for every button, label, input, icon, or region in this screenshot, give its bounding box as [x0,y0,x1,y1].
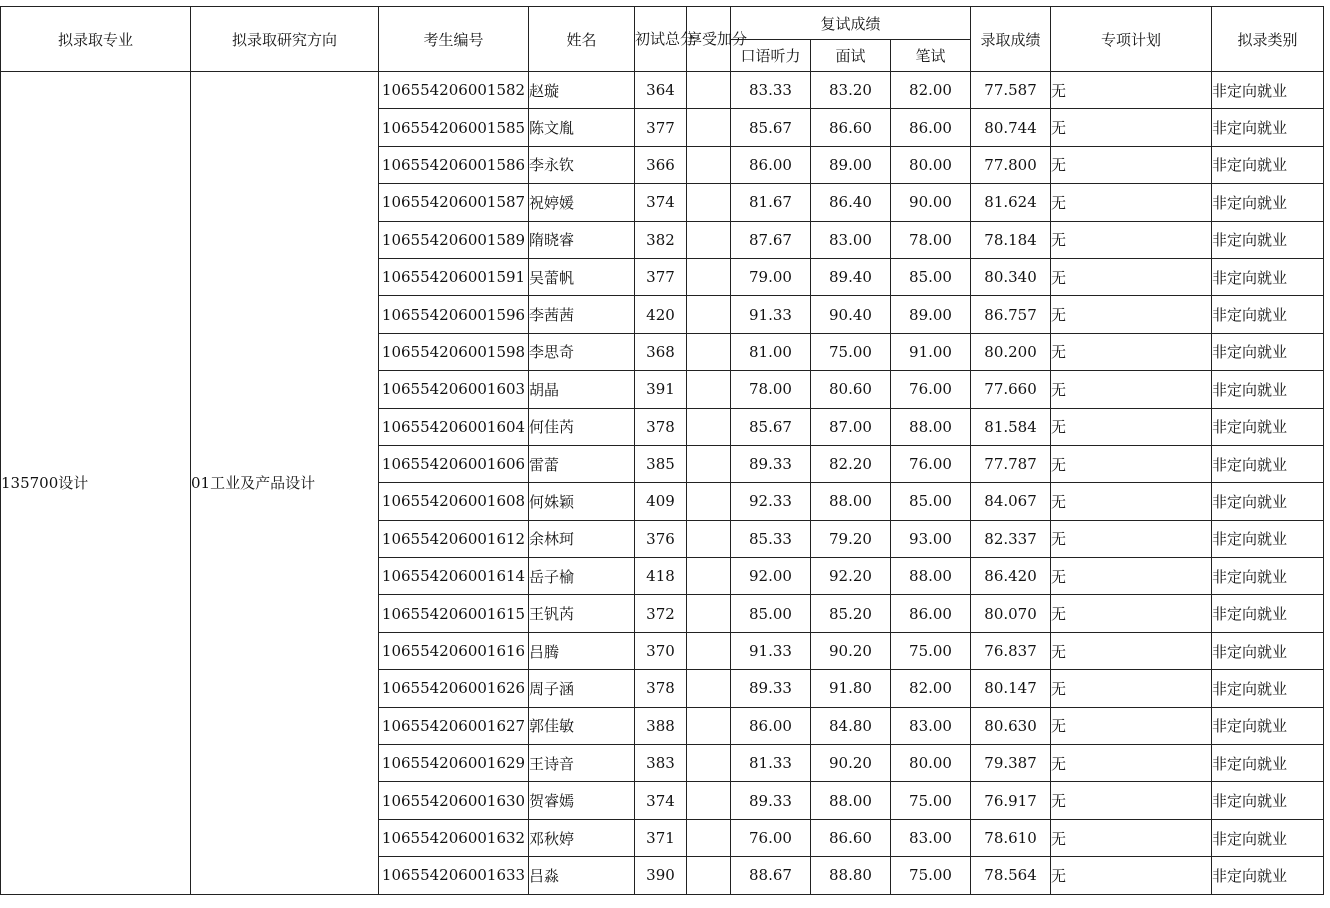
cell-category: 非定向就业 [1212,632,1324,669]
cell-exam-id: 106554206001598 [379,333,529,370]
cell-oral: 79.00 [731,258,811,295]
header-prelim-total: 初试总分 [635,7,687,72]
cell-final-score: 78.564 [971,857,1051,894]
cell-written: 75.00 [891,632,971,669]
admission-table [0,6,1324,895]
cell-bonus [687,782,731,819]
cell-exam-id: 106554206001586 [379,146,529,183]
cell-name: 李茜茜 [529,296,635,333]
cell-final-score: 86.757 [971,296,1051,333]
cell-interview: 90.20 [811,745,891,782]
cell-exam-id: 106554206001587 [379,184,529,221]
header-category: 拟录类别 [1212,7,1324,72]
cell-exam-id: 106554206001591 [379,258,529,295]
cell-category: 非定向就业 [1212,819,1324,856]
cell-final-score: 84.067 [971,483,1051,520]
cell-name: 雷蕾 [529,445,635,482]
cell-category: 非定向就业 [1212,745,1324,782]
header-interview: 面试 [811,40,891,72]
cell-name: 吕淼 [529,857,635,894]
cell-name: 周子涵 [529,670,635,707]
cell-final-score: 77.787 [971,445,1051,482]
cell-written: 75.00 [891,782,971,819]
cell-special-plan: 无 [1051,109,1212,146]
cell-exam-id: 106554206001616 [379,632,529,669]
cell-special-plan: 无 [1051,408,1212,445]
cell-prelim-total: 385 [635,445,687,482]
cell-bonus [687,72,731,109]
cell-final-score: 79.387 [971,745,1051,782]
cell-bonus [687,184,731,221]
cell-written: 76.00 [891,371,971,408]
cell-special-plan: 无 [1051,670,1212,707]
cell-interview: 87.00 [811,408,891,445]
cell-oral: 81.67 [731,184,811,221]
cell-exam-id: 106554206001608 [379,483,529,520]
header-bonus: 享受加分 [687,7,731,72]
cell-prelim-total: 391 [635,371,687,408]
cell-interview: 86.60 [811,109,891,146]
cell-written: 83.00 [891,707,971,744]
cell-bonus [687,408,731,445]
cell-interview: 83.00 [811,221,891,258]
cell-category: 非定向就业 [1212,221,1324,258]
header-name: 姓名 [529,7,635,72]
cell-oral: 88.67 [731,857,811,894]
cell-oral: 76.00 [731,819,811,856]
cell-exam-id: 106554206001615 [379,595,529,632]
cell-final-score: 80.340 [971,258,1051,295]
cell-prelim-total: 377 [635,109,687,146]
cell-special-plan: 无 [1051,333,1212,370]
cell-name: 胡晶 [529,371,635,408]
cell-bonus [687,595,731,632]
cell-name: 陈文胤 [529,109,635,146]
cell-oral: 91.33 [731,296,811,333]
cell-category: 非定向就业 [1212,184,1324,221]
cell-oral: 87.67 [731,221,811,258]
cell-special-plan: 无 [1051,371,1212,408]
cell-final-score: 78.184 [971,221,1051,258]
cell-exam-id: 106554206001614 [379,558,529,595]
cell-bonus [687,670,731,707]
cell-name: 吴蕾帆 [529,258,635,295]
cell-final-score: 80.147 [971,670,1051,707]
cell-oral: 89.33 [731,445,811,482]
cell-final-score: 81.624 [971,184,1051,221]
cell-oral: 78.00 [731,371,811,408]
cell-interview: 92.20 [811,558,891,595]
cell-special-plan: 无 [1051,258,1212,295]
cell-oral: 81.33 [731,745,811,782]
cell-final-score: 76.917 [971,782,1051,819]
cell-final-score: 77.800 [971,146,1051,183]
cell-written: 76.00 [891,445,971,482]
header-major: 拟录取专业 [1,7,191,72]
cell-special-plan: 无 [1051,632,1212,669]
cell-oral: 89.33 [731,670,811,707]
header-final-score: 录取成绩 [971,7,1051,72]
cell-special-plan: 无 [1051,558,1212,595]
cell-interview: 80.60 [811,371,891,408]
cell-category: 非定向就业 [1212,670,1324,707]
cell-oral: 81.00 [731,333,811,370]
cell-bonus [687,258,731,295]
cell-prelim-total: 383 [635,745,687,782]
cell-prelim-total: 378 [635,670,687,707]
cell-special-plan: 无 [1051,483,1212,520]
cell-interview: 91.80 [811,670,891,707]
cell-written: 86.00 [891,595,971,632]
cell-bonus [687,520,731,557]
cell-bonus [687,483,731,520]
cell-interview: 89.40 [811,258,891,295]
cell-prelim-total: 368 [635,333,687,370]
cell-final-score: 80.744 [971,109,1051,146]
cell-special-plan: 无 [1051,221,1212,258]
cell-prelim-total: 374 [635,782,687,819]
cell-prelim-total: 418 [635,558,687,595]
cell-prelim-total: 390 [635,857,687,894]
cell-prelim-total: 382 [635,221,687,258]
cell-special-plan: 无 [1051,782,1212,819]
cell-prelim-total: 370 [635,632,687,669]
cell-name: 李永钦 [529,146,635,183]
cell-name: 贺睿嫣 [529,782,635,819]
cell-name: 赵璇 [529,72,635,109]
cell-oral: 85.67 [731,109,811,146]
cell-exam-id: 106554206001629 [379,745,529,782]
cell-prelim-total: 374 [635,184,687,221]
cell-final-score: 80.200 [971,333,1051,370]
cell-category: 非定向就业 [1212,707,1324,744]
table-body [1,72,1324,895]
cell-interview: 90.20 [811,632,891,669]
cell-special-plan: 无 [1051,445,1212,482]
cell-prelim-total: 409 [635,483,687,520]
cell-bonus [687,333,731,370]
cell-category: 非定向就业 [1212,333,1324,370]
cell-exam-id: 106554206001596 [379,296,529,333]
cell-name: 邓秋婷 [529,819,635,856]
header-direction: 拟录取研究方向 [191,7,379,72]
cell-final-score: 77.660 [971,371,1051,408]
cell-name: 祝婷媛 [529,184,635,221]
cell-category: 非定向就业 [1212,445,1324,482]
cell-oral: 83.33 [731,72,811,109]
cell-prelim-total: 377 [635,258,687,295]
cell-special-plan: 无 [1051,707,1212,744]
header-oral: 口语听力 [731,40,811,72]
cell-category: 非定向就业 [1212,296,1324,333]
cell-name: 余林珂 [529,520,635,557]
cell-oral: 85.00 [731,595,811,632]
cell-oral: 85.67 [731,408,811,445]
cell-exam-id: 106554206001589 [379,221,529,258]
cell-interview: 89.00 [811,146,891,183]
cell-written: 82.00 [891,72,971,109]
cell-written: 93.00 [891,520,971,557]
cell-oral: 86.00 [731,707,811,744]
cell-prelim-total: 388 [635,707,687,744]
cell-written: 89.00 [891,296,971,333]
table-row [1,72,1324,109]
cell-exam-id: 106554206001630 [379,782,529,819]
cell-written: 88.00 [891,408,971,445]
cell-interview: 79.20 [811,520,891,557]
cell-name: 隋晓睿 [529,221,635,258]
cell-prelim-total: 366 [635,146,687,183]
cell-interview: 85.20 [811,595,891,632]
cell-exam-id: 106554206001632 [379,819,529,856]
cell-oral: 92.33 [731,483,811,520]
cell-interview: 88.00 [811,782,891,819]
cell-interview: 84.80 [811,707,891,744]
cell-final-score: 78.610 [971,819,1051,856]
cell-final-score: 81.584 [971,408,1051,445]
cell-final-score: 86.420 [971,558,1051,595]
cell-oral: 85.33 [731,520,811,557]
cell-special-plan: 无 [1051,857,1212,894]
cell-oral: 91.33 [731,632,811,669]
cell-special-plan: 无 [1051,745,1212,782]
cell-oral: 89.33 [731,782,811,819]
cell-name: 何姝颖 [529,483,635,520]
cell-interview: 75.00 [811,333,891,370]
cell-final-score: 80.070 [971,595,1051,632]
cell-prelim-total: 378 [635,408,687,445]
cell-category: 非定向就业 [1212,483,1324,520]
cell-prelim-total: 371 [635,819,687,856]
cell-exam-id: 106554206001585 [379,109,529,146]
header-special-plan: 专项计划 [1051,7,1212,72]
header-exam-id: 考生编号 [379,7,529,72]
cell-written: 86.00 [891,109,971,146]
cell-final-score: 76.837 [971,632,1051,669]
cell-written: 80.00 [891,745,971,782]
cell-final-score: 77.587 [971,72,1051,109]
cell-exam-id: 106554206001612 [379,520,529,557]
cell-major: 135700设计 [1,72,191,895]
cell-oral: 92.00 [731,558,811,595]
cell-name: 何佳芮 [529,408,635,445]
cell-category: 非定向就业 [1212,371,1324,408]
cell-interview: 88.80 [811,857,891,894]
cell-bonus [687,146,731,183]
cell-special-plan: 无 [1051,296,1212,333]
cell-interview: 83.20 [811,72,891,109]
table-header [1,7,1324,72]
cell-final-score: 82.337 [971,520,1051,557]
cell-special-plan: 无 [1051,819,1212,856]
cell-interview: 88.00 [811,483,891,520]
cell-written: 88.00 [891,558,971,595]
cell-direction: 01工业及产品设计 [191,72,379,895]
cell-exam-id: 106554206001582 [379,72,529,109]
cell-prelim-total: 420 [635,296,687,333]
cell-category: 非定向就业 [1212,558,1324,595]
cell-exam-id: 106554206001604 [379,408,529,445]
header-written: 笔试 [891,40,971,72]
cell-special-plan: 无 [1051,72,1212,109]
cell-bonus [687,109,731,146]
cell-category: 非定向就业 [1212,595,1324,632]
cell-name: 王诗音 [529,745,635,782]
cell-written: 82.00 [891,670,971,707]
cell-prelim-total: 372 [635,595,687,632]
header-retest: 复试成绩 [731,7,971,40]
cell-special-plan: 无 [1051,184,1212,221]
cell-special-plan: 无 [1051,595,1212,632]
cell-written: 83.00 [891,819,971,856]
cell-prelim-total: 376 [635,520,687,557]
cell-written: 90.00 [891,184,971,221]
cell-interview: 90.40 [811,296,891,333]
cell-written: 78.00 [891,221,971,258]
cell-bonus [687,371,731,408]
cell-name: 岳子榆 [529,558,635,595]
cell-interview: 82.20 [811,445,891,482]
cell-category: 非定向就业 [1212,258,1324,295]
cell-written: 85.00 [891,258,971,295]
cell-bonus [687,632,731,669]
cell-name: 郭佳敏 [529,707,635,744]
cell-bonus [687,707,731,744]
cell-interview: 86.60 [811,819,891,856]
cell-category: 非定向就业 [1212,408,1324,445]
cell-exam-id: 106554206001603 [379,371,529,408]
cell-category: 非定向就业 [1212,520,1324,557]
cell-written: 85.00 [891,483,971,520]
cell-written: 75.00 [891,857,971,894]
cell-exam-id: 106554206001633 [379,857,529,894]
cell-bonus [687,445,731,482]
cell-name: 吕腾 [529,632,635,669]
cell-special-plan: 无 [1051,520,1212,557]
cell-name: 李思奇 [529,333,635,370]
cell-prelim-total: 364 [635,72,687,109]
cell-bonus [687,558,731,595]
cell-category: 非定向就业 [1212,72,1324,109]
cell-exam-id: 106554206001627 [379,707,529,744]
cell-category: 非定向就业 [1212,109,1324,146]
cell-exam-id: 106554206001606 [379,445,529,482]
cell-bonus [687,857,731,894]
cell-bonus [687,296,731,333]
cell-final-score: 80.630 [971,707,1051,744]
cell-bonus [687,819,731,856]
cell-category: 非定向就业 [1212,857,1324,894]
cell-bonus [687,745,731,782]
cell-oral: 86.00 [731,146,811,183]
cell-name: 王钒芮 [529,595,635,632]
cell-written: 80.00 [891,146,971,183]
cell-category: 非定向就业 [1212,782,1324,819]
cell-interview: 86.40 [811,184,891,221]
cell-category: 非定向就业 [1212,146,1324,183]
cell-special-plan: 无 [1051,146,1212,183]
cell-exam-id: 106554206001626 [379,670,529,707]
cell-bonus [687,221,731,258]
cell-written: 91.00 [891,333,971,370]
